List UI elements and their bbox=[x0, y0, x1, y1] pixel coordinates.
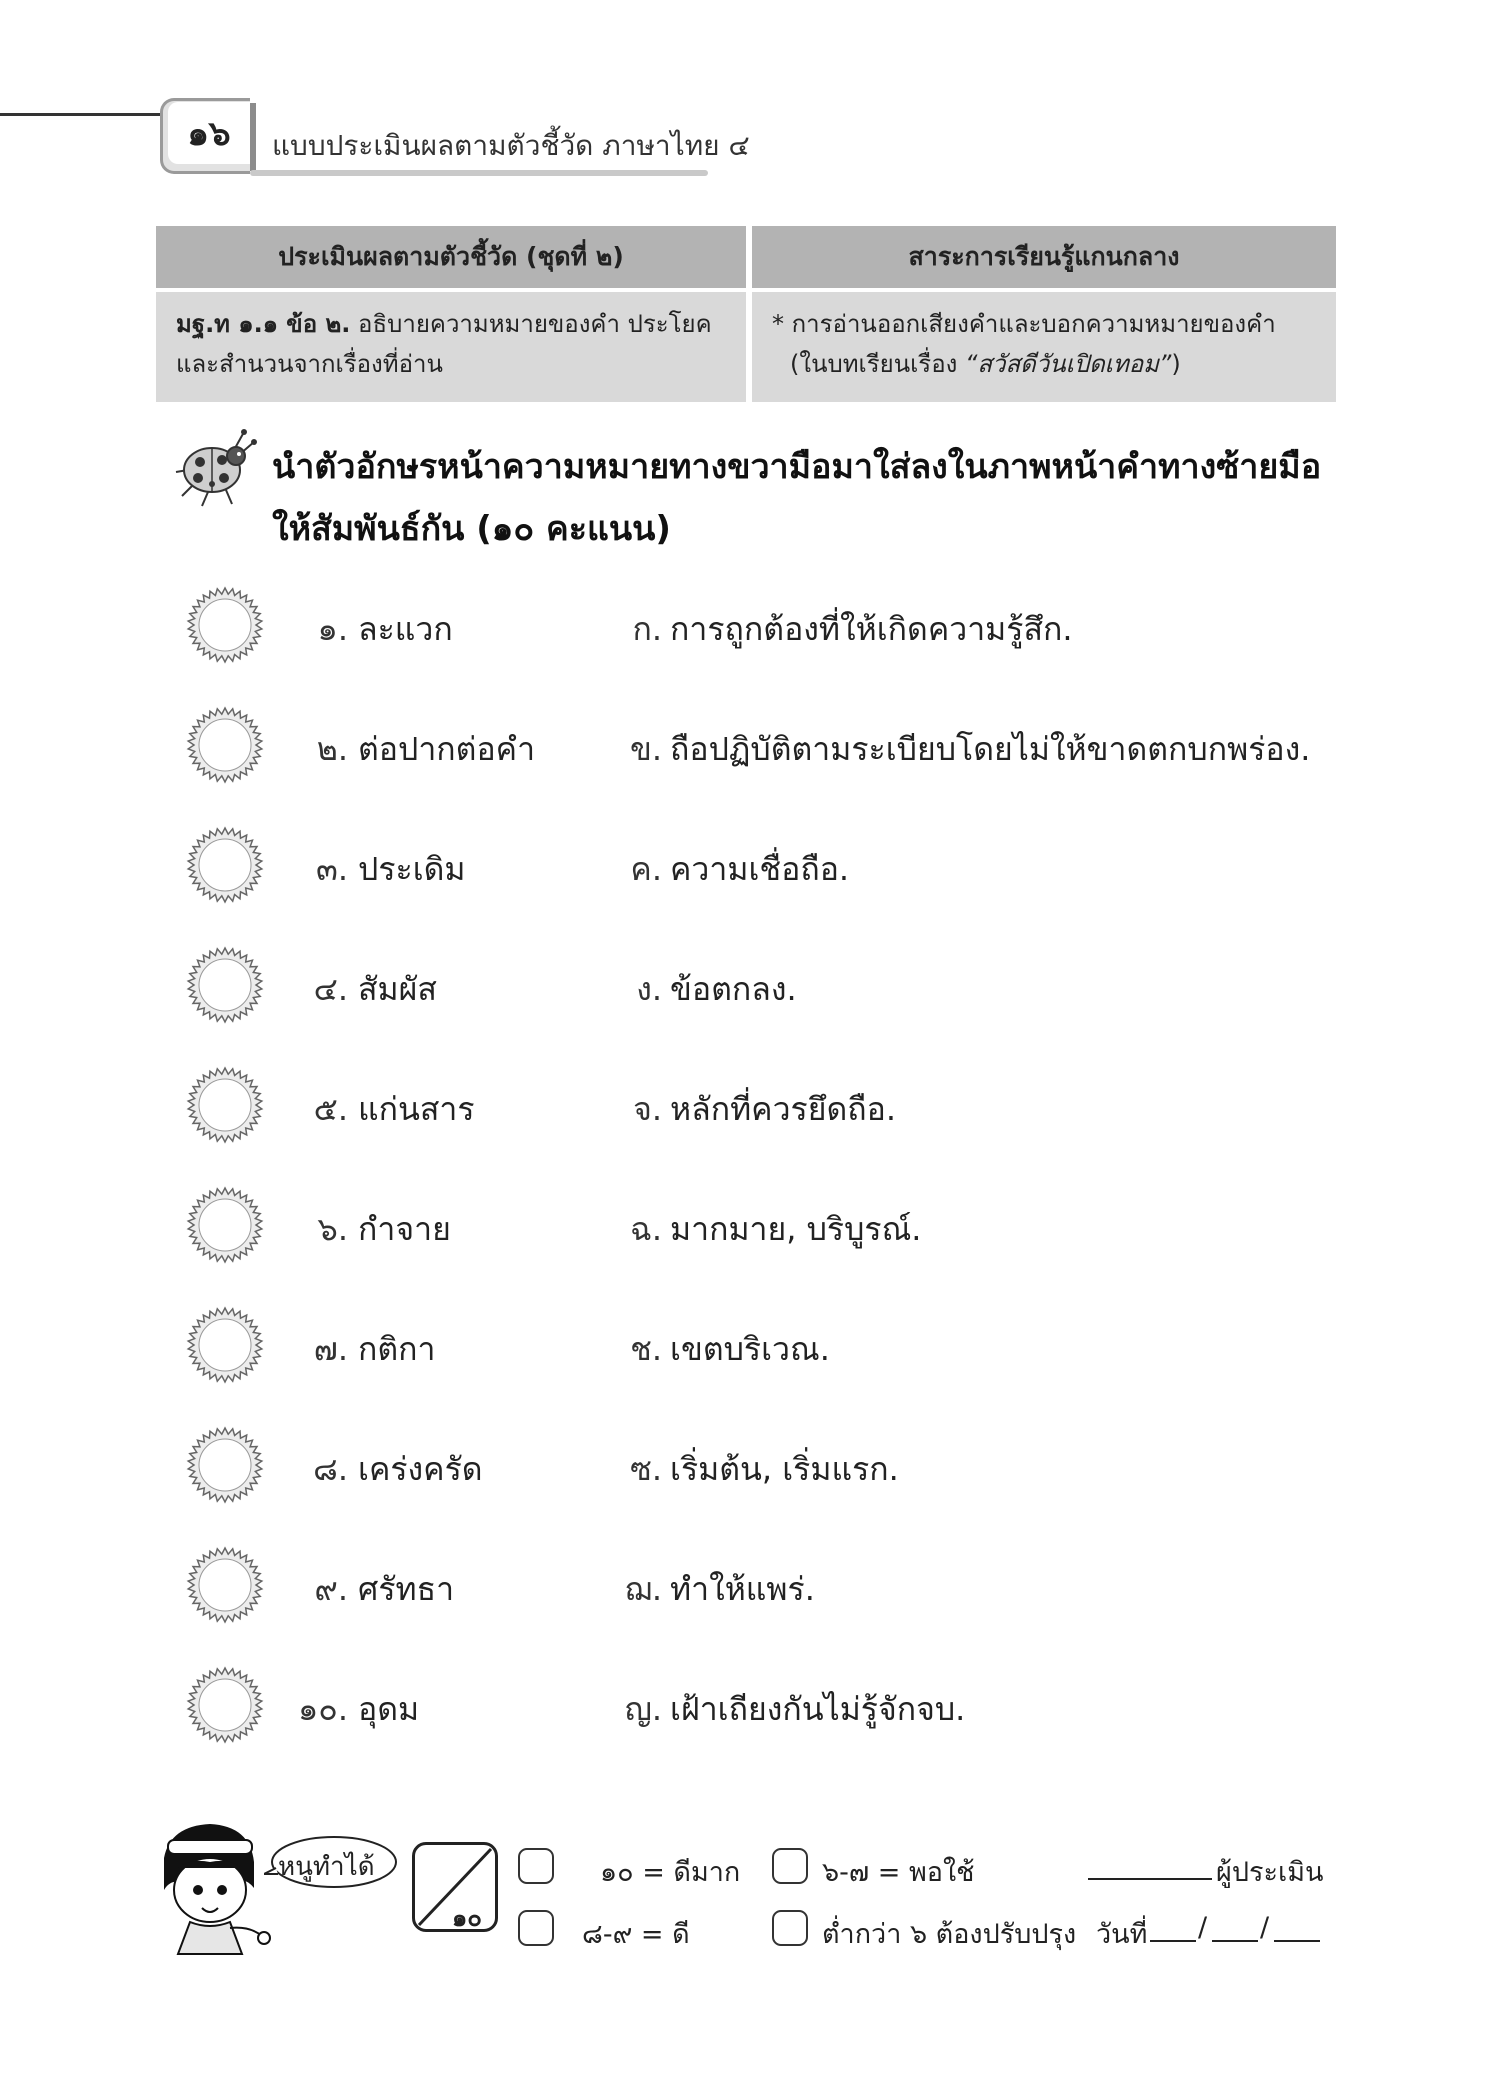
match-item-8 bbox=[186, 1426, 1386, 1512]
item-word: แก่นสาร bbox=[358, 1090, 475, 1128]
checkbox-improve[interactable] bbox=[772, 1910, 808, 1946]
item-number: ๑. bbox=[317, 610, 348, 648]
date-month-blank[interactable] bbox=[1212, 1940, 1258, 1942]
content-line-2-prefix: (ในบทเรียนเรื่อง bbox=[790, 350, 965, 378]
table-heading-indicator: ประเมินผลตามตัวชี้วัด (ชุดที่ ๒) bbox=[156, 226, 746, 288]
item-word: สัมผัส bbox=[358, 970, 437, 1008]
item-number: ๒. bbox=[316, 730, 348, 768]
date-year-blank[interactable] bbox=[1274, 1940, 1320, 1942]
item-word: ศรัทธา bbox=[358, 1570, 455, 1608]
meaning-text: เขตบริเวณ. bbox=[670, 1330, 830, 1368]
item-word: อุดม bbox=[358, 1690, 420, 1728]
answer-badge[interactable] bbox=[186, 706, 264, 784]
match-item-1 bbox=[186, 586, 1386, 672]
meaning-letter: ข. bbox=[629, 730, 662, 768]
meaning-letter: ง. bbox=[636, 970, 662, 1008]
meaning-letter: ฌ. bbox=[624, 1570, 662, 1608]
item-number: ๙. bbox=[314, 1570, 348, 1608]
page-number: ๑๖ bbox=[168, 102, 250, 164]
answer-badge[interactable] bbox=[186, 1306, 264, 1384]
match-item-5 bbox=[186, 1066, 1386, 1152]
item-word: กำจาย bbox=[358, 1210, 451, 1248]
match-item-10 bbox=[186, 1666, 1386, 1752]
content-lesson: “สวัสดีวันเปิดเทอม” bbox=[964, 350, 1172, 378]
content-line-1: * การอ่านออกเสียงคำและบอกความหมายของคำ bbox=[772, 310, 1276, 338]
match-item-9 bbox=[186, 1546, 1386, 1632]
label-excellent: ๑๐ = ดีมาก bbox=[600, 1857, 741, 1888]
meaning-text: ข้อตกลง. bbox=[670, 970, 797, 1008]
answer-badge[interactable] bbox=[186, 1066, 264, 1144]
meaning-text: ทำให้แพร่. bbox=[670, 1570, 815, 1608]
item-word: ต่อปากต่อคำ bbox=[358, 730, 536, 768]
speech-text: หนูทำได้ bbox=[278, 1852, 375, 1882]
date-separator: / bbox=[1260, 1912, 1270, 1943]
score-total: ๑๐ bbox=[452, 1904, 482, 1932]
item-number: ๗. bbox=[313, 1330, 348, 1368]
answer-badge[interactable] bbox=[186, 1426, 264, 1504]
table-cell-standard bbox=[156, 292, 746, 402]
meaning-text: มากมาย, บริบูรณ์. bbox=[670, 1210, 922, 1248]
meaning-text: เริ่มต้น, เริ่มแรก. bbox=[670, 1450, 899, 1488]
meaning-text: ถือปฏิบัติตามระเบียบโดยไม่ให้ขาดตกบกพร่อง. bbox=[670, 730, 1311, 768]
answer-badge[interactable] bbox=[186, 1186, 264, 1264]
date-day-blank[interactable] bbox=[1150, 1940, 1196, 1942]
match-item-7 bbox=[186, 1306, 1386, 1392]
answer-badge[interactable] bbox=[186, 1546, 264, 1624]
item-word: เคร่งครัด bbox=[358, 1450, 483, 1488]
meaning-letter: จ. bbox=[633, 1090, 662, 1128]
item-number: ๓. bbox=[315, 850, 348, 888]
meaning-text: เฝ้าเถียงกันไม่รู้จักจบ. bbox=[670, 1690, 966, 1728]
item-number: ๕. bbox=[313, 1090, 348, 1128]
meaning-text: ความเชื่อถือ. bbox=[670, 850, 850, 888]
standard-text-2: และสำนวนจากเรื่องที่อ่าน bbox=[176, 350, 443, 378]
checkbox-good[interactable] bbox=[518, 1910, 554, 1946]
standard-code: มฐ.ท ๑.๑ ข้อ ๒. bbox=[176, 310, 351, 338]
indicator-table bbox=[156, 226, 1336, 402]
header-divider bbox=[250, 103, 256, 171]
table-cell-content bbox=[752, 292, 1336, 402]
standard-text: อธิบายความหมายของคำ ประโยค bbox=[350, 310, 712, 338]
item-number: ๖. bbox=[317, 1210, 348, 1248]
instruction-text bbox=[272, 436, 1352, 560]
meaning-letter: ญ. bbox=[624, 1690, 662, 1728]
content-line-2-suffix: ) bbox=[1171, 350, 1181, 378]
header-title: แบบประเมินผลตามตัวชี้วัด ภาษาไทย ๔ bbox=[272, 129, 750, 162]
label-assessor: ผู้ประเมิน bbox=[1216, 1857, 1324, 1888]
ladybug-icon bbox=[174, 426, 258, 510]
assessor-blank[interactable] bbox=[1088, 1878, 1212, 1880]
label-fair: ๖-๗ = พอใช้ bbox=[822, 1857, 975, 1888]
meaning-letter: ก. bbox=[632, 610, 662, 648]
answer-badge[interactable] bbox=[186, 1666, 264, 1744]
item-word: กติกา bbox=[358, 1330, 436, 1368]
item-word: ละแวก bbox=[358, 610, 453, 648]
match-item-3 bbox=[186, 826, 1386, 912]
table-heading-content: สาระการเรียนรู้แกนกลาง bbox=[752, 226, 1336, 288]
item-word: ประเดิม bbox=[358, 850, 466, 888]
match-item-6 bbox=[186, 1186, 1386, 1272]
date-separator: / bbox=[1198, 1912, 1208, 1943]
label-date: วันที่ bbox=[1096, 1919, 1148, 1950]
checkbox-fair[interactable] bbox=[772, 1848, 808, 1884]
instruction-line-2: ให้สัมพันธ์กัน (๑๐ คะแนน) bbox=[272, 509, 671, 549]
meaning-letter: ช. bbox=[630, 1330, 662, 1368]
meaning-text: การถูกต้องที่ให้เกิดความรู้สึก. bbox=[670, 610, 1073, 648]
checkbox-excellent[interactable] bbox=[518, 1848, 554, 1884]
answer-badge[interactable] bbox=[186, 826, 264, 904]
answer-badge[interactable] bbox=[186, 586, 264, 664]
match-item-4 bbox=[186, 946, 1386, 1032]
item-number: ๘. bbox=[313, 1450, 348, 1488]
item-number: ๑๐. bbox=[297, 1690, 348, 1728]
girl-mascot-icon bbox=[150, 1818, 280, 1958]
header-rule bbox=[0, 113, 170, 116]
instruction-line-1: นำตัวอักษรหน้าความหมายทางขวามือมาใส่ลงในภาพหน้าคำทางซ้ายมือ bbox=[272, 447, 1322, 487]
label-improve: ต่ำกว่า ๖ ต้องปรับปรุง bbox=[822, 1919, 1077, 1950]
label-good: ๘-๙ = ดี bbox=[582, 1919, 690, 1950]
item-number: ๔. bbox=[313, 970, 348, 1008]
meaning-letter: ค. bbox=[630, 850, 662, 888]
match-item-2 bbox=[186, 706, 1386, 792]
header-underline bbox=[250, 170, 708, 176]
meaning-text: หลักที่ควรยึดถือ. bbox=[670, 1090, 897, 1128]
meaning-letter: ซ. bbox=[630, 1450, 662, 1488]
answer-badge[interactable] bbox=[186, 946, 264, 1024]
meaning-letter: ฉ. bbox=[630, 1210, 662, 1248]
